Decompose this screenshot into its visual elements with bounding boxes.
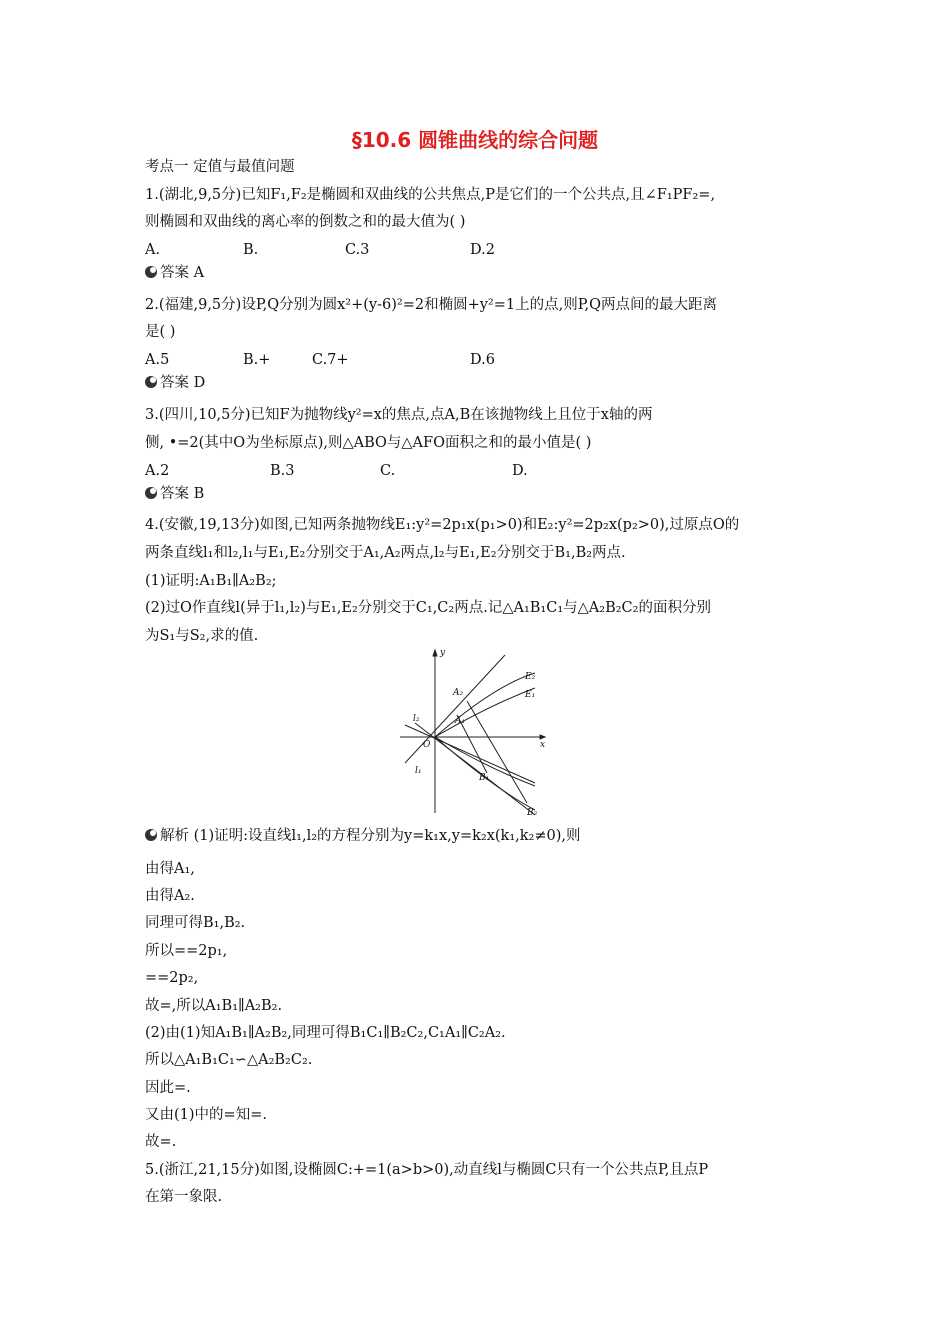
answer-icon [145, 266, 157, 278]
solution-line: (2)由(1)知A₁B₁∥A₂B₂,同理可得B₁C₁∥B₂C₂,C₁A₁∥C₂A₂. [145, 1025, 506, 1041]
line-l [405, 725, 535, 783]
page-title: §10.6 圆锥曲线的综合问题 [351, 128, 599, 152]
solution-line: 又由(1)中的=知=. [145, 1107, 267, 1123]
answer-icon [145, 376, 157, 388]
q1-option-b: B. [243, 242, 259, 258]
q1-option-a: A. [145, 242, 161, 258]
q2-option-b: B.+ [243, 352, 271, 368]
q2-option-d: D.6 [470, 352, 495, 368]
parabola-figure [395, 645, 555, 820]
answer-icon [145, 487, 157, 499]
y-axis-arrow [433, 650, 437, 656]
label-o: O [423, 740, 431, 750]
q1-line-1: 1.(湖北,9,5分)已知F₁,F₂是椭圆和双曲线的公共焦点,P是它们的一个公共点,且∠F₁PF₂=, [145, 187, 716, 203]
q2-option-c: C.7+ [312, 352, 349, 368]
q1-option-d: D.2 [470, 242, 495, 258]
label-a2: A₂ [453, 688, 464, 698]
solution-line: 同理可得B₁,B₂. [145, 915, 246, 931]
solution-line: 由得A₂. [145, 888, 195, 904]
x-axis-arrow [540, 735, 545, 739]
q4-line-3: (1)证明:A₁B₁∥A₂B₂; [145, 573, 277, 589]
label-b2: B₂ [527, 808, 538, 818]
q1-option-c: C.3 [345, 242, 370, 258]
label-x: x [540, 740, 546, 750]
q4-line-4: (2)过O作直线l(异于l₁,l₂)与E₁,E₂分别交于C₁,C₂两点.记△A₁B₁C₁与△A₂B₂C₂的面积分别 [145, 600, 711, 616]
solution-line: 故=. [145, 1134, 177, 1150]
label-e1: E₁ [525, 690, 536, 700]
q1-answer [145, 263, 204, 283]
label-b1: B₁ [479, 773, 490, 783]
solution-head [145, 826, 581, 846]
q4-line-1: 4.(安徽,19,13分)如图,已知两条抛物线E₁:y²=2p₁x(p₁>0)和E₂:y²=2p₂x(p₂>0),过原点O的 [145, 517, 740, 533]
q4-line-2: 两条直线l₁和l₂,l₁与E₁,E₂分别交于A₁,A₂两点,l₂与E₁,E₂分别交于B₁,B₂两点. [145, 545, 626, 561]
solution-head-text: 解析 (1)证明:设直线l₁,l₂的方程分别为y=k₁x,y=k₂x(k₁,k₂≠0),则 [160, 828, 581, 844]
q3-line-2: 侧, •=2(其中O为坐标原点),则△ABO与△AFO面积之和的最小值是( ) [145, 435, 592, 451]
q2-line-1: 2.(福建,9,5分)设P,Q分别为圆x²+(y-6)²=2和椭圆+y²=1上的点,则P,Q两点间的最大距离 [145, 297, 718, 313]
q3-line-1: 3.(四川,10,5分)已知F为抛物线y²=x的焦点,点A,B在该抛物线上且位于x轴的两 [145, 407, 653, 423]
q1-answer-text: 答案 A [160, 265, 205, 281]
q3-option-c: C. [380, 463, 396, 479]
q5-line-1: 5.(浙江,21,15分)如图,设椭圆C:+=1(a>b>0),动直线l与椭圆C只有一个公共点P,且点P [145, 1162, 709, 1178]
q3-answer-text: 答案 B [160, 486, 205, 502]
q2-answer [145, 373, 205, 393]
q4-line-5: 为S₁与S₂,求的值. [145, 628, 259, 644]
solution-line: 所以==2p₁, [145, 943, 228, 959]
q1-line-2: 则椭圆和双曲线的离心率的倒数之和的最大值为( ) [145, 214, 466, 230]
q3-answer [145, 484, 204, 504]
q2-answer-text: 答案 D [160, 375, 206, 391]
solution-line: 所以△A₁B₁C₁∽△A₂B₂C₂. [145, 1052, 313, 1068]
label-y: y [440, 648, 446, 658]
q3-option-a: A.2 [145, 463, 170, 479]
label-l2: l₂ [413, 714, 420, 724]
solution-icon [145, 829, 157, 841]
solution-line: ==2p₂, [145, 970, 199, 986]
q2-line-2: 是( ) [145, 324, 176, 340]
q3-option-d: D. [512, 463, 528, 479]
label-l1: l₁ [415, 766, 422, 776]
solution-line: 故=,所以A₁B₁∥A₂B₂. [145, 998, 283, 1014]
label-a1: A₁ [455, 716, 466, 726]
q2-option-a: A.5 [145, 352, 170, 368]
solution-line: 因此=. [145, 1080, 191, 1096]
section-heading: 考点一 定值与最值问题 [145, 159, 295, 175]
q3-option-b: B.3 [270, 463, 295, 479]
solution-line: 由得A₁, [145, 861, 195, 877]
q5-line-2: 在第一象限. [145, 1189, 223, 1205]
label-e2: E₂ [525, 672, 536, 682]
